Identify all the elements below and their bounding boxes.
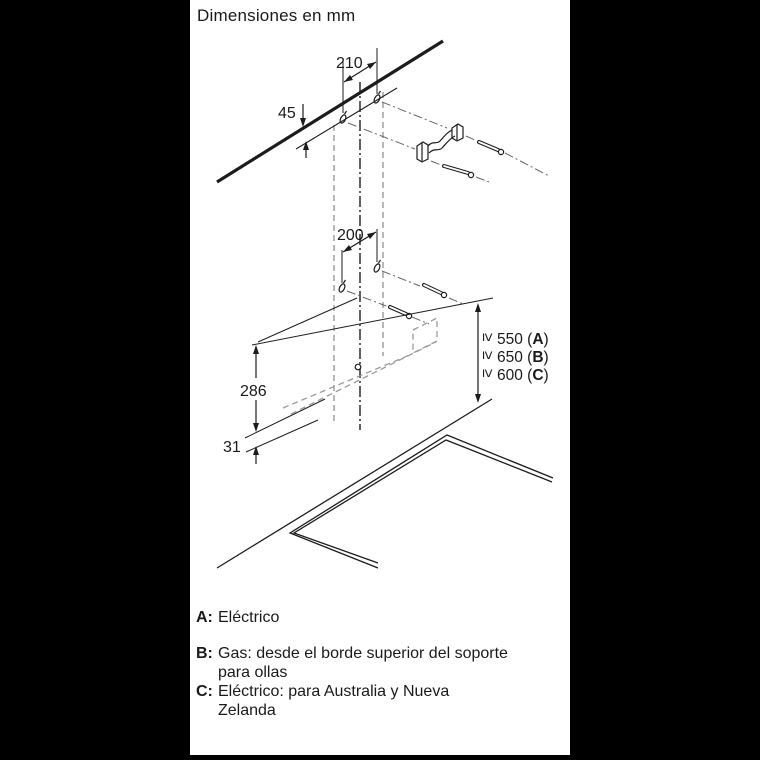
dim-45-label: 45 bbox=[278, 105, 296, 122]
axis-line bbox=[431, 161, 441, 165]
axis-line bbox=[347, 291, 386, 306]
axis-line bbox=[505, 153, 549, 176]
arrowhead bbox=[367, 232, 376, 239]
arrowhead-down bbox=[475, 394, 481, 403]
legend-text-b bbox=[218, 644, 508, 682]
screw bbox=[424, 285, 447, 298]
hood-side-edge bbox=[258, 298, 357, 342]
hole-mid-right bbox=[373, 263, 381, 273]
bracket-strap-top bbox=[428, 130, 452, 146]
dim-31 bbox=[223, 439, 259, 464]
arrowhead-up bbox=[303, 141, 309, 150]
legend-line: Gas: desde el borde superior del soporte bbox=[218, 645, 508, 662]
dim-210-label: 210 bbox=[336, 55, 363, 72]
legend-row-c bbox=[196, 682, 562, 720]
dim-200 bbox=[337, 227, 377, 283]
axis-line bbox=[382, 271, 420, 286]
axis-lines-top bbox=[348, 102, 549, 182]
arrowhead bbox=[343, 245, 352, 252]
dim-45 bbox=[278, 104, 309, 158]
legend bbox=[196, 608, 562, 720]
spec-b bbox=[497, 349, 549, 366]
spec-a-value: 550 ( bbox=[497, 331, 533, 348]
hole-mid-left bbox=[338, 283, 346, 293]
wall bbox=[217, 41, 443, 182]
dim-31-label: 31 bbox=[223, 439, 241, 456]
cooktop-outline bbox=[290, 435, 553, 568]
spec-b-letter: B bbox=[532, 349, 544, 366]
spec-c-value: 600 ( bbox=[497, 367, 533, 384]
spec-c-letter: C bbox=[532, 367, 544, 384]
hole-mark bbox=[344, 280, 346, 283]
manual-page bbox=[190, 0, 570, 755]
legend-row-b bbox=[196, 644, 562, 682]
legend-label-c: C: bbox=[196, 683, 213, 700]
hole-mark bbox=[379, 91, 381, 94]
geq-symbol: ≥ bbox=[479, 369, 496, 378]
dim-200-label: 200 bbox=[337, 227, 364, 244]
arrowhead-down bbox=[253, 423, 259, 432]
spec-a bbox=[497, 331, 549, 348]
axis-line bbox=[382, 102, 447, 128]
legend-line: Zelanda bbox=[218, 702, 276, 719]
legend-label-a: A: bbox=[196, 609, 213, 626]
dim-clearance bbox=[475, 303, 549, 403]
screws-top bbox=[444, 142, 504, 178]
arrowhead bbox=[344, 75, 353, 82]
spec-c-close: ) bbox=[543, 367, 549, 384]
legend-line: Eléctrico bbox=[218, 609, 280, 626]
axis-line bbox=[466, 136, 477, 141]
screw bbox=[444, 166, 474, 178]
drill-reference-line bbox=[296, 88, 397, 149]
dim-286 bbox=[240, 345, 267, 432]
axis-line bbox=[348, 123, 415, 149]
legend-text-c bbox=[218, 682, 449, 720]
mounting-bracket bbox=[417, 124, 463, 162]
arrowhead bbox=[367, 62, 376, 69]
screws-middle bbox=[390, 285, 447, 319]
wall-edge-line bbox=[217, 41, 443, 182]
spec-a-letter: A bbox=[532, 331, 544, 348]
dim-286-label: 286 bbox=[240, 383, 267, 400]
legend-line: para ollas bbox=[218, 664, 288, 681]
spec-b-value: 650 ( bbox=[497, 349, 533, 366]
hole-top-left bbox=[339, 114, 347, 124]
guide-lines bbox=[334, 92, 383, 424]
screw bbox=[390, 307, 412, 319]
axis-line bbox=[449, 298, 463, 304]
axis-line bbox=[476, 177, 489, 182]
geq-symbol: ≥ bbox=[479, 351, 496, 360]
spec-c bbox=[497, 367, 549, 384]
connection-point bbox=[355, 364, 361, 370]
legend-label-b: B: bbox=[196, 645, 213, 662]
hole-mark bbox=[345, 111, 347, 114]
legend-row-a bbox=[196, 608, 562, 627]
hood-lip-upper bbox=[245, 399, 325, 438]
spec-a-close: ) bbox=[543, 331, 549, 348]
screw bbox=[479, 142, 504, 155]
legend-text-a bbox=[218, 608, 279, 627]
spec-b-close: ) bbox=[543, 349, 549, 366]
duct-box-hidden bbox=[413, 318, 437, 353]
cooktop-inner bbox=[294, 440, 552, 563]
hood-outline bbox=[245, 298, 493, 452]
hole-top-right bbox=[373, 94, 381, 104]
legend-line: Eléctrico: para Australia y Nueva bbox=[218, 683, 450, 700]
page-title: Dimensiones en mm bbox=[197, 6, 356, 25]
hole-mark bbox=[379, 260, 381, 263]
hidden-edge bbox=[283, 354, 412, 408]
geq-symbol: ≥ bbox=[479, 333, 496, 342]
hood-bottom-edge bbox=[252, 298, 493, 345]
